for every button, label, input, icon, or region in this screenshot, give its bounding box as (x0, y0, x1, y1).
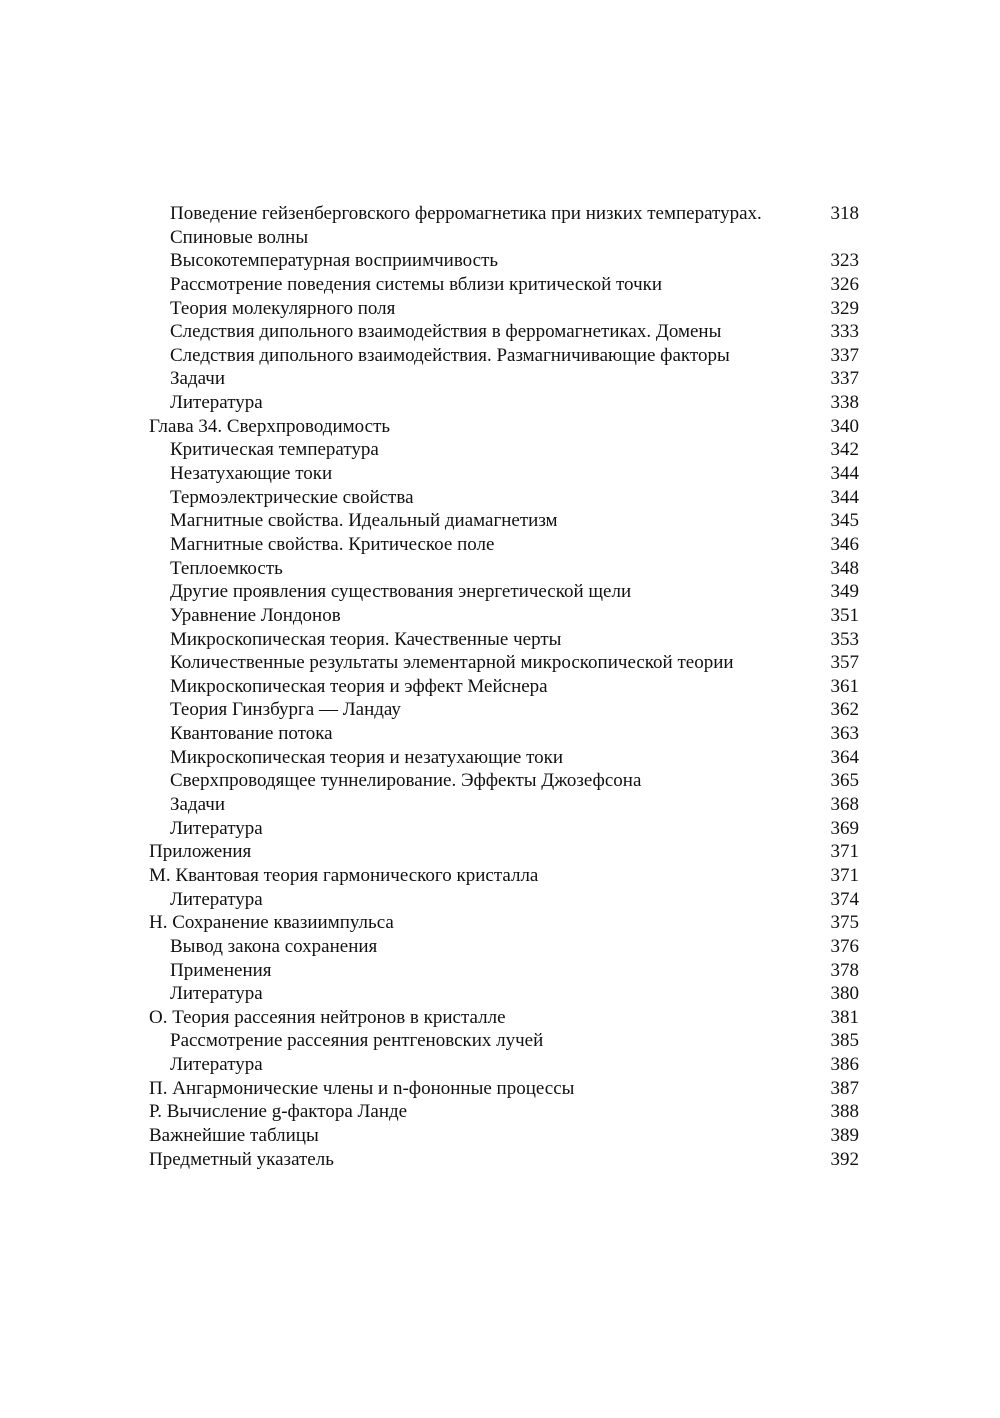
toc-entry-title: Предметный указатель (149, 1148, 334, 1170)
toc-entry (149, 580, 859, 604)
toc-entry-page-number: 353 (830, 628, 859, 650)
toc-entry-title: Р. Вычисление g-фактора Ланде (149, 1101, 408, 1123)
toc-entry-page-number: 371 (830, 864, 859, 886)
toc-entry-page-number: 381 (830, 1006, 859, 1028)
toc-entry-page-number: 346 (830, 533, 859, 555)
toc-entry (149, 1006, 859, 1030)
toc-entry (149, 722, 859, 746)
toc-entry-page-number: 329 (830, 297, 859, 319)
toc-entry-page-number: 374 (830, 888, 859, 910)
toc-entry-title: Высокотемпературная восприимчивость (170, 250, 499, 272)
toc-entry-title: Н. Сохранение квазиимпульса (149, 912, 394, 934)
toc-entry-title: Применения (170, 959, 272, 981)
toc-entry-title: Микроскопическая теория и эффект Мейснера (170, 675, 548, 697)
toc-entry-page-number: 364 (830, 746, 859, 768)
toc-entry-title: Теория молекулярного поля (170, 297, 396, 319)
toc-entry (149, 840, 859, 864)
toc-entry (149, 1148, 859, 1172)
toc-entry (149, 604, 859, 628)
toc-entry-page-number: 337 (830, 344, 859, 366)
toc-entry-title: Литература (170, 1054, 263, 1076)
toc-entry (149, 864, 859, 888)
table-of-contents (149, 202, 859, 1171)
toc-entry (149, 935, 859, 959)
toc-entry-page-number: 389 (830, 1124, 859, 1146)
toc-entry-page-number: 340 (830, 415, 859, 437)
toc-entry (149, 1077, 859, 1101)
toc-entry (149, 746, 859, 770)
toc-entry-title: Литература (170, 392, 263, 414)
toc-entry-title: Задачи (170, 368, 226, 390)
toc-entry (149, 1029, 859, 1053)
toc-entry-title: Критическая температура (170, 439, 379, 461)
toc-entry-page-number: 342 (830, 439, 859, 461)
toc-entry-title: Количественные результаты элементарной микроскопической теории (170, 652, 734, 674)
toc-entry-page-number: 376 (830, 935, 859, 957)
toc-entry-title: Задачи (170, 794, 226, 816)
toc-entry-title: Следствия дипольного взаимодействия в ферромагнетиках. Домены (170, 321, 722, 343)
toc-entry-page-number: 386 (830, 1054, 859, 1076)
toc-entry-title: Уравнение Лондонов (170, 604, 341, 626)
toc-entry (149, 651, 859, 675)
toc-entry (149, 533, 859, 557)
toc-entry-title: Незатухающие токи (170, 463, 333, 485)
toc-entry-page-number: 369 (830, 817, 859, 839)
toc-entry-page-number: 348 (830, 557, 859, 579)
toc-entry (149, 297, 859, 321)
toc-entry-page-number: 371 (830, 841, 859, 863)
toc-entry-title: Микроскопическая теория и незатухающие токи (170, 746, 564, 768)
toc-entry (149, 202, 859, 226)
toc-entry-page-number: 351 (830, 604, 859, 626)
toc-entry-page-number: 388 (830, 1101, 859, 1123)
toc-entry (149, 698, 859, 722)
toc-entry-page-number: 344 (830, 463, 859, 485)
toc-entry-title: Рассмотрение рассеяния рентгеновских лучей (170, 1030, 544, 1052)
toc-entry (149, 462, 859, 486)
toc-entry-page-number: 345 (830, 510, 859, 532)
toc-entry (149, 344, 859, 368)
toc-entry-title: П. Ангармонические члены и n-фононные процессы (149, 1077, 575, 1099)
toc-entry-page-number: 363 (830, 723, 859, 745)
toc-entry (149, 982, 859, 1006)
toc-entry-title: Магнитные свойства. Критическое поле (170, 533, 495, 555)
toc-entry-page-number: 378 (830, 959, 859, 981)
toc-entry-page-number: 361 (830, 675, 859, 697)
toc-entry-page-number: 385 (830, 1030, 859, 1052)
toc-entry (149, 273, 859, 297)
toc-entry (149, 817, 859, 841)
toc-entry (149, 415, 859, 439)
toc-entry-title: Сверхпроводящее туннелирование. Эффекты Джозефсона (170, 770, 642, 792)
toc-entry (149, 509, 859, 533)
toc-entry (149, 628, 859, 652)
toc-entry-title: Магнитные свойства. Идеальный диамагнетизм (170, 510, 558, 532)
toc-entry (149, 793, 859, 817)
toc-entry-page-number: 368 (830, 794, 859, 816)
toc-entry-title: О. Теория рассеяния нейтронов в кристалле (149, 1006, 506, 1028)
toc-entry (149, 557, 859, 581)
toc-entry-title: Термоэлектрические свойства (170, 486, 414, 508)
toc-entry-page-number: 333 (830, 321, 859, 343)
toc-entry (149, 1053, 859, 1077)
toc-entry (149, 911, 859, 935)
toc-entry-page-number: 318 (830, 203, 859, 224)
toc-entry-page-number: 337 (830, 368, 859, 390)
toc-entry-title: Теплоемкость (170, 557, 283, 579)
toc-entry (149, 1100, 859, 1124)
toc-entry-page-number: 323 (830, 250, 859, 272)
toc-entry-page-number: 362 (830, 699, 859, 721)
toc-entry-page-number: 387 (830, 1077, 859, 1099)
toc-entry-page-number: 326 (830, 273, 859, 295)
toc-entry-title: Следствия дипольного взаимодействия. Размагничивающие факторы (170, 344, 730, 366)
toc-entry (149, 249, 859, 273)
toc-entry-page-number: 375 (830, 912, 859, 934)
toc-entry (149, 367, 859, 391)
toc-entry (149, 959, 859, 983)
toc-entry (149, 486, 859, 510)
toc-entry-title: Литература (170, 888, 263, 910)
toc-entry-page-number: 338 (830, 392, 859, 414)
toc-entry-title: Другие проявления существования энергетической щели (170, 581, 632, 603)
toc-entry-page-number: 380 (830, 983, 859, 1005)
toc-entry-title: Квантование потока (170, 723, 333, 745)
toc-entry-page-number: 349 (830, 581, 859, 603)
toc-entry (149, 888, 859, 912)
toc-entry-title: Спиновые волны (170, 226, 309, 248)
toc-entry-title: Приложения (149, 841, 252, 863)
toc-entry (149, 438, 859, 462)
toc-entry (149, 391, 859, 415)
toc-entry-title: Поведение гейзенберговского ферромагнетика при низких температурах. (170, 203, 762, 224)
toc-entry-title: М. Квантовая теория гармонического кристалла (149, 864, 539, 886)
toc-entry (149, 1124, 859, 1148)
toc-entry-title: Микроскопическая теория. Качественные черты (170, 628, 562, 650)
toc-entry-title: Глава 34. Сверхпроводимость (149, 415, 391, 437)
toc-entry-title: Вывод закона сохранения (170, 935, 378, 957)
toc-entry-title: Теория Гинзбурга — Ландау (170, 699, 401, 721)
toc-entry-title: Рассмотрение поведения системы вблизи критической точки (170, 273, 663, 295)
toc-entry-title: Важнейшие таблицы (149, 1124, 319, 1146)
toc-entry (149, 675, 859, 699)
toc-entry-page-number: 392 (830, 1148, 859, 1170)
toc-entry-page-number: 344 (830, 486, 859, 508)
toc-entry (149, 769, 859, 793)
toc-entry-title: Литература (170, 983, 263, 1005)
toc-entry-page-number: 357 (830, 652, 859, 674)
toc-entry-title: Литература (170, 817, 263, 839)
toc-entry-page-number: 365 (830, 770, 859, 792)
toc-entry (149, 226, 859, 250)
toc-entry (149, 320, 859, 344)
